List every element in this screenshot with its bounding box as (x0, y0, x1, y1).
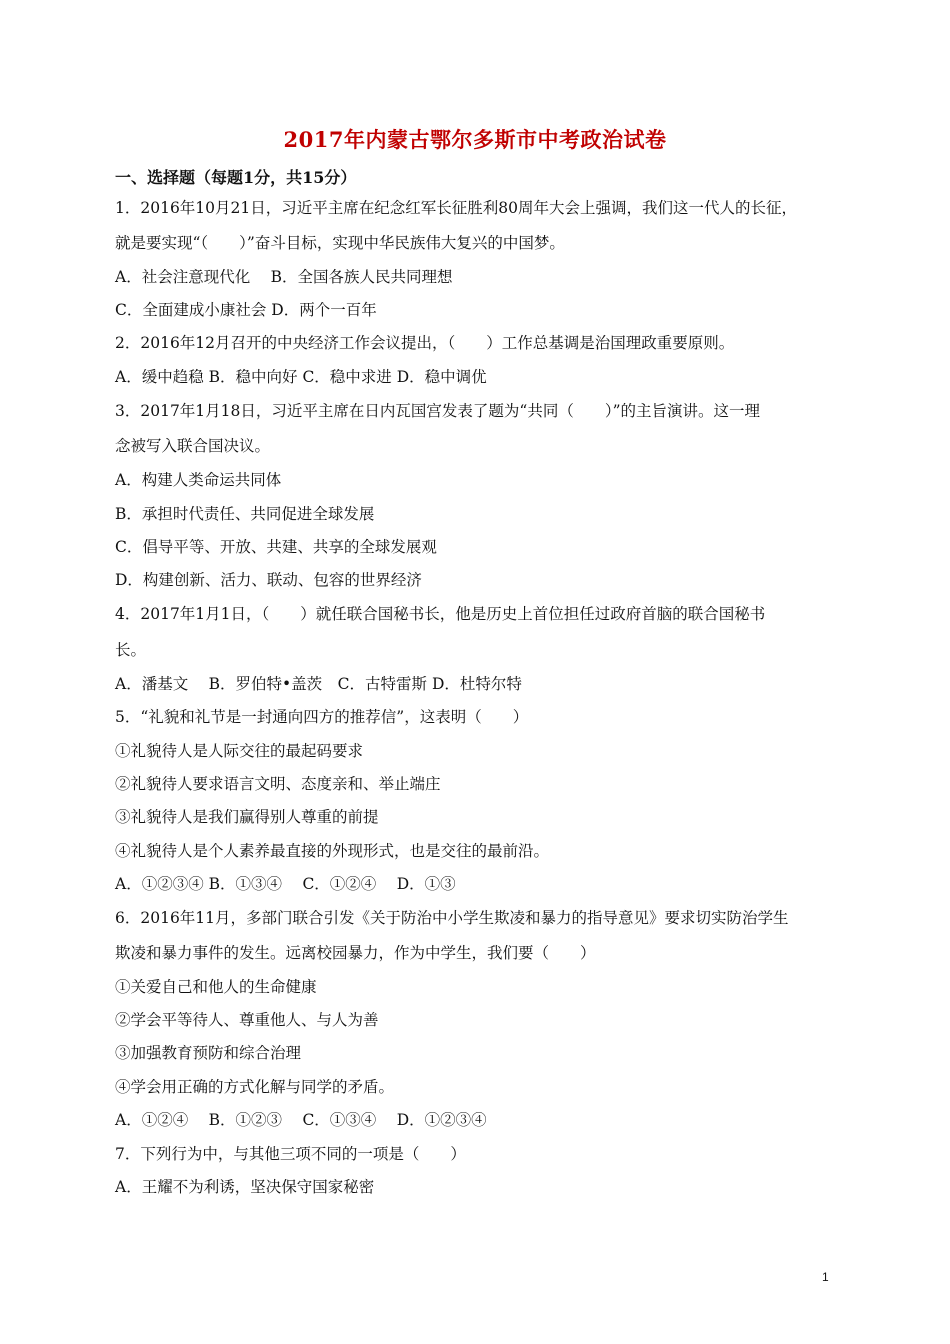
option-line: A．潘基文 B．罗伯特•盖茨 C．古特雷斯 D．杜特尔特 (115, 675, 522, 693)
option-line: C．全面建成小康社会 D．两个一百年 (115, 301, 377, 319)
page-number: 1 (822, 1270, 829, 1284)
statement-line: ③礼貌待人是我们赢得别人尊重的前提 (115, 808, 379, 826)
exam-title: 2017年内蒙古鄂尔多斯市中考政治试卷 (283, 127, 667, 152)
statement-line: ②学会平等待人、尊重他人、与人为善 (115, 1011, 379, 1029)
question-line: 欺凌和暴力事件的发生。远离校园暴力，作为中学生，我们要（ ） (115, 944, 596, 962)
statement-line: ④学会用正确的方式化解与同学的矛盾。 (115, 1078, 395, 1096)
option-line: A．王耀不为利诱，坚决保守国家秘密 (115, 1178, 375, 1196)
statement-line: ④礼貌待人是个人素养最直接的外现形式，也是交往的最前沿。 (115, 842, 550, 860)
option-line: A．①②④ B．①②③ C．①③④ D．①②③④ (115, 1111, 487, 1129)
question-line: 1．2016年10月21日，习近平主席在纪念红军长征胜利80周年大会上强调，我们这一代人的长征， (115, 199, 797, 217)
option-line: A．构建人类命运共同体 (115, 471, 282, 489)
option-line: A．缓中趋稳 B．稳中向好 C．稳中求进 D．稳中调优 (115, 368, 487, 386)
statement-line: ①礼貌待人是人际交往的最起码要求 (115, 742, 364, 760)
option-line: C．倡导平等、开放、共建、共享的全球发展观 (115, 538, 437, 556)
question-line: 就是要实现“（ ）”奋斗目标，实现中华民族伟大复兴的中国梦。 (115, 234, 565, 252)
question-line: 4．2017年1月1日，（ ）就任联合国秘书长，他是历史上首位担任过政府首脑的联合国秘书 (115, 605, 766, 623)
question-line: 长。 (115, 641, 147, 659)
section-heading: 一、选择题（每题1分，共15分） (115, 168, 357, 187)
option-line: A．社会注意现代化 B．全国各族人民共同理想 (115, 268, 453, 286)
question-line: 5．“礼貌和礼节是一封通向四方的推荐信”，这表明（ ） (115, 708, 529, 726)
question-line: 3．2017年1月18日，习近平主席在日内瓦国宫发表了题为“共同（ ）”的主旨演讲。这一理 (115, 402, 760, 420)
statement-line: ①关爱自己和他人的生命健康 (115, 978, 317, 996)
question-line: 6．2016年11月，多部门联合引发《关于防治中小学生欺凌和暴力的指导意见》要求切实防治学生 (115, 909, 789, 927)
option-line: A．①②③④ B．①③④ C．①②④ D．①③ (115, 875, 456, 893)
statement-line: ③加强教育预防和综合治理 (115, 1044, 302, 1062)
question-line: 念被写入联合国决议。 (115, 437, 271, 455)
statement-line: ②礼貌待人要求语言文明、态度亲和、举止端庄 (115, 775, 441, 793)
question-line: 2．2016年12月召开的中央经济工作会议提出，（ ）工作总基调是治国理政重要原则。 (115, 334, 735, 352)
question-line: 7．下列行为中，与其他三项不同的一项是（ ） (115, 1145, 466, 1163)
option-line: B．承担时代责任、共同促进全球发展 (115, 505, 375, 523)
option-line: D．构建创新、活力、联动、包容的世界经济 (115, 571, 422, 589)
